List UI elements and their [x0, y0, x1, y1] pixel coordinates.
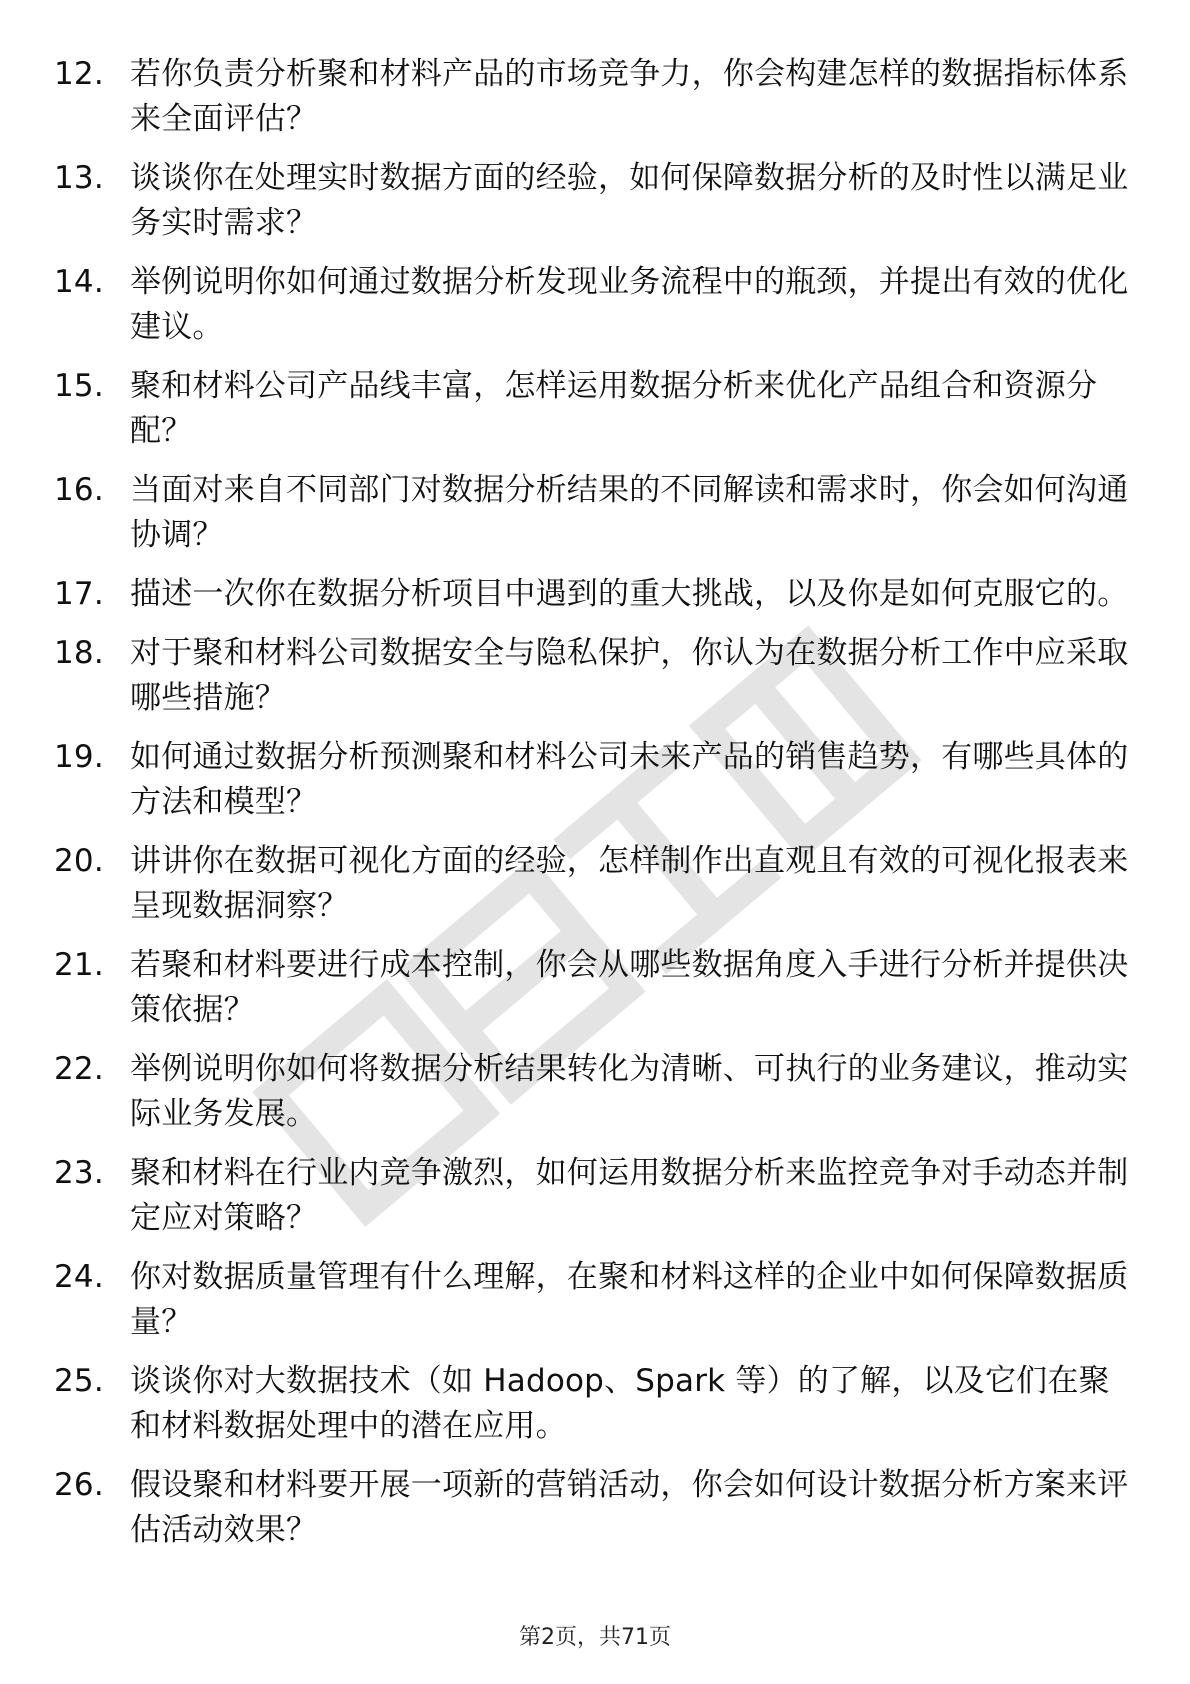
- question-number: 14.: [54, 264, 104, 300]
- question-item: [54, 839, 1134, 929]
- question-item: [54, 468, 1134, 558]
- question-item: [54, 572, 1134, 617]
- question-text: 对于聚和材料公司数据安全与隐私保护，你认为在数据分析工作中应采取哪些措施？: [130, 635, 1129, 716]
- question-text: 聚和材料在行业内竞争激烈，如何运用数据分析来监控竞争对手动态并制定应对策略？: [130, 1155, 1129, 1236]
- question-item: [54, 1359, 1134, 1449]
- question-text: 举例说明你如何通过数据分析发现业务流程中的瓶颈，并提出有效的优化建议。: [130, 264, 1129, 345]
- question-item: [54, 1255, 1134, 1345]
- page-number-label: 第2页，共71页: [519, 1625, 671, 1650]
- question-item: [54, 943, 1134, 1033]
- question-item: [54, 1047, 1134, 1137]
- question-text: 假设聚和材料要开展一项新的营销活动，你会如何设计数据分析方案来评估活动效果？: [130, 1467, 1129, 1548]
- question-text: 若聚和材料要进行成本控制，你会从哪些数据角度入手进行分析并提供决策依据？: [130, 947, 1129, 1028]
- question-item: [54, 735, 1134, 825]
- question-item: [54, 260, 1134, 350]
- question-item: [54, 1151, 1134, 1241]
- question-item: [54, 52, 1134, 142]
- question-number: 21.: [54, 947, 104, 983]
- question-number: 17.: [54, 576, 104, 612]
- question-text: 谈谈你在处理实时数据方面的经验，如何保障数据分析的及时性以满足业务实时需求？: [130, 160, 1129, 241]
- question-item: [54, 1463, 1134, 1553]
- question-number: 22.: [54, 1051, 104, 1087]
- question-text: 若你负责分析聚和材料产品的市场竞争力，你会构建怎样的数据指标体系来全面评估？: [130, 56, 1129, 137]
- question-number: 23.: [54, 1155, 104, 1191]
- question-text: 举例说明你如何将数据分析结果转化为清晰、可执行的业务建议，推动实际业务发展。: [130, 1051, 1129, 1132]
- page-footer: [0, 1620, 1190, 1651]
- question-text: 讲讲你在数据可视化方面的经验，怎样制作出直观且有效的可视化报表来呈现数据洞察？: [130, 843, 1129, 924]
- question-text: 描述一次你在数据分析项目中遇到的重大挑战，以及你是如何克服它的。: [130, 576, 1129, 612]
- question-text: 当面对来自不同部门对数据分析结果的不同解读和需求时，你会如何沟通协调？: [130, 472, 1129, 553]
- question-text: 谈谈你对大数据技术（如 Hadoop、Spark 等）的了解，以及它们在聚和材料数据处理中的潜在应用。: [130, 1363, 1110, 1444]
- question-item: [54, 156, 1134, 246]
- question-item: [54, 364, 1134, 454]
- question-item: [54, 631, 1134, 721]
- question-text: 你对数据质量管理有什么理解，在聚和材料这样的企业中如何保障数据质量？: [130, 1259, 1129, 1340]
- question-number: 20.: [54, 843, 104, 879]
- question-number: 13.: [54, 160, 104, 196]
- question-number: 16.: [54, 472, 104, 508]
- question-number: 25.: [54, 1363, 104, 1399]
- question-text: 如何通过数据分析预测聚和材料公司未来产品的销售趋势，有哪些具体的方法和模型？: [130, 739, 1129, 820]
- question-number: 26.: [54, 1467, 104, 1503]
- question-number: 15.: [54, 368, 104, 404]
- question-number: 18.: [54, 635, 104, 671]
- question-number: 19.: [54, 739, 104, 775]
- question-text: 聚和材料公司产品线丰富，怎样运用数据分析来优化产品组合和资源分配？: [130, 368, 1098, 449]
- question-number: 12.: [54, 56, 104, 92]
- question-number: 24.: [54, 1259, 104, 1295]
- question-list: [54, 52, 1134, 1567]
